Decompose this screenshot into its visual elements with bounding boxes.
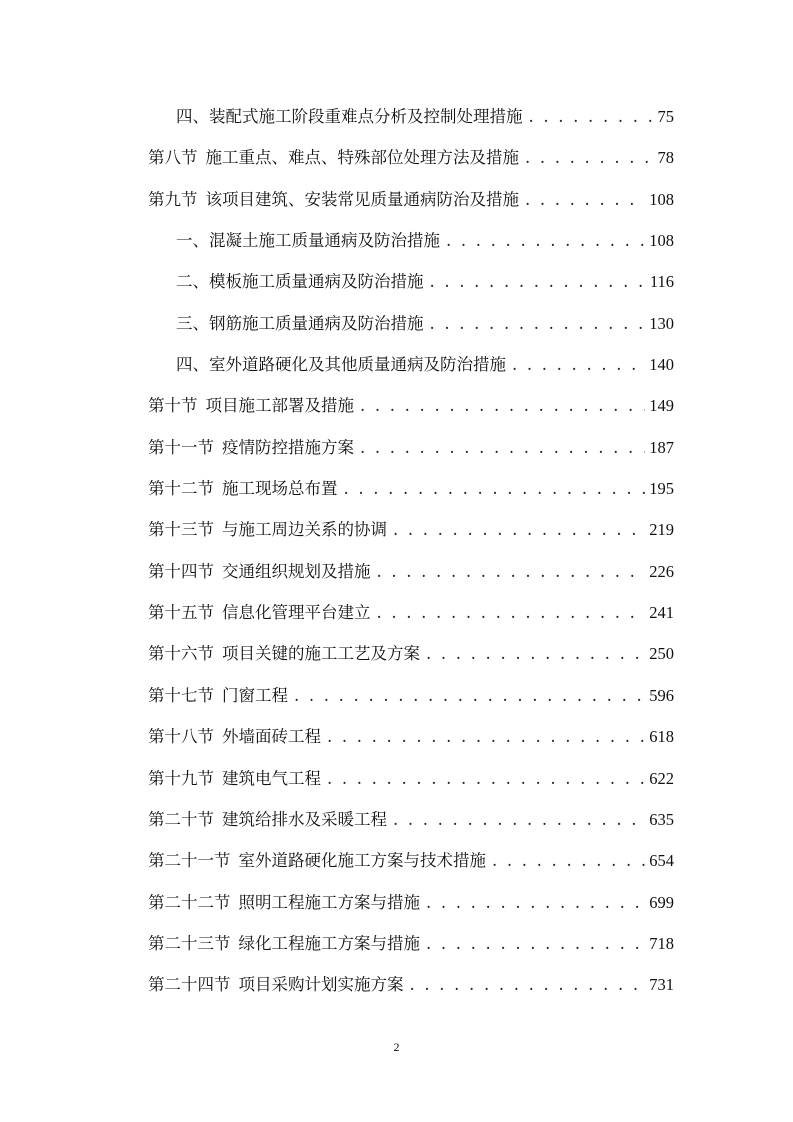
toc-section-title: 与施工周边关系的协调: [222, 520, 387, 540]
toc-entry[interactable]: [148, 882, 674, 923]
dot-leader: [410, 964, 646, 1005]
toc-entry[interactable]: [148, 633, 674, 674]
toc-entry[interactable]: [148, 137, 674, 178]
toc-entry[interactable]: [148, 261, 674, 302]
dot-leader: [525, 179, 645, 220]
toc-entry[interactable]: [148, 799, 674, 840]
toc-entry[interactable]: [148, 96, 674, 137]
dot-leader: [393, 509, 645, 550]
dot-leader: [327, 758, 645, 799]
toc-entry-title: [148, 675, 288, 716]
toc-page-number: 149: [649, 396, 674, 416]
toc-section-number: 第十一节: [148, 437, 214, 457]
toc-section-title: 室外道路硬化施工方案与技术措施: [238, 851, 486, 871]
toc-page-number: 618: [649, 727, 674, 747]
toc-section-title: 项目关键的施工工艺及方案: [222, 644, 420, 664]
toc-entry[interactable]: [148, 716, 674, 757]
toc-page-number: 635: [649, 809, 674, 829]
toc-section-title: 绿化工程施工方案与措施: [238, 933, 420, 953]
toc-page-number: 699: [649, 892, 674, 912]
dot-leader: [426, 633, 645, 674]
toc-entry-title: [148, 716, 321, 757]
toc-page-number: 219: [649, 520, 674, 540]
toc-page-number: 718: [649, 933, 674, 953]
toc-section-title: 外墙面砖工程: [222, 727, 321, 747]
toc-section-title: 四、装配式施工阶段重难点分析及控制处理措施: [176, 107, 523, 126]
dot-leader: [360, 427, 645, 468]
dot-leader: [393, 799, 645, 840]
dot-leader: [446, 220, 645, 261]
toc-entry[interactable]: [148, 509, 674, 550]
dot-leader: [529, 96, 654, 137]
toc-page-number: 130: [649, 313, 674, 333]
toc-page-number: 108: [649, 189, 674, 209]
toc-entry-title: [148, 592, 371, 633]
toc-entry[interactable]: [148, 964, 674, 1005]
toc-page-number: 108: [649, 231, 674, 251]
toc-entry[interactable]: [148, 220, 674, 261]
toc-entry[interactable]: [148, 840, 674, 881]
toc-page-number: 195: [649, 479, 674, 499]
toc-section-number: 第二十三节: [148, 933, 231, 953]
toc-entry-title: [148, 882, 420, 923]
toc-page-number: 140: [649, 355, 674, 375]
page-number: 2: [393, 1040, 400, 1054]
toc-entry[interactable]: [148, 468, 674, 509]
toc-entry-title: [148, 179, 519, 220]
toc-section-number: 第八节: [148, 148, 198, 168]
dot-leader: [377, 551, 646, 592]
dot-leader: [426, 882, 645, 923]
dot-leader: [360, 385, 645, 426]
toc-section-number: 第十三节: [148, 520, 214, 540]
toc-page-number: 226: [649, 561, 674, 581]
toc-entry[interactable]: [148, 344, 674, 385]
dot-leader: [430, 261, 646, 302]
toc-section-number: 第十七节: [148, 685, 214, 705]
toc-section-title: 三、钢筋施工质量通病及防治措施: [176, 313, 424, 333]
toc-entry-title: [148, 840, 486, 881]
toc-entry-title: [176, 344, 506, 385]
dot-leader: [377, 592, 646, 633]
toc-section-number: 第十九节: [148, 768, 214, 788]
toc-section-title: 项目采购计划实施方案: [238, 975, 404, 995]
toc-section-title: 二、模板施工质量通病及防治措施: [176, 272, 424, 292]
toc-entry[interactable]: [148, 427, 674, 468]
toc-entry-title: [148, 509, 387, 550]
toc-section-title: 疫情防控措施方案: [222, 437, 354, 457]
toc-section-title: 照明工程施工方案与措施: [238, 892, 420, 912]
toc-entry-title: [176, 96, 523, 137]
toc-page-number: 116: [649, 272, 674, 292]
toc-page-number: 187: [649, 437, 674, 457]
toc-section-title: 该项目建筑、安装常见质量通病防治及措施: [205, 189, 519, 209]
toc-section-title: 门窗工程: [222, 685, 288, 705]
toc-entry-title: [148, 551, 371, 592]
toc-entry[interactable]: [148, 923, 674, 964]
toc-section-title: 一、混凝土施工质量通病及防治措施: [176, 231, 440, 251]
dot-leader: [344, 468, 646, 509]
toc-section-number: 第十二节: [148, 479, 214, 499]
toc-section-number: 第二十节: [148, 809, 214, 829]
toc-entry-title: [148, 137, 519, 178]
toc-entry-title: [148, 923, 420, 964]
toc-page-number: 241: [649, 603, 674, 623]
toc-page-number: 250: [649, 644, 674, 664]
dot-leader: [492, 840, 645, 881]
toc-section-number: 第十六节: [148, 644, 214, 664]
toc-page-number: 596: [649, 685, 674, 705]
dot-leader: [426, 923, 645, 964]
toc-entry-title: [148, 385, 354, 426]
toc-entry-title: [148, 468, 338, 509]
toc-entry-title: [148, 799, 387, 840]
dot-leader: [512, 344, 645, 385]
toc-entry-title: [148, 964, 404, 1005]
toc-section-number: 第十五节: [148, 603, 214, 623]
toc-entry[interactable]: [148, 592, 674, 633]
toc-section-number: 第二十一节: [148, 851, 231, 871]
toc-section-number: 第二十四节: [148, 975, 231, 995]
toc-section-title: 施工重点、难点、特殊部位处理方法及措施: [205, 148, 519, 168]
dot-leader: [430, 303, 646, 344]
toc-section-title: 建筑给排水及采暖工程: [222, 809, 387, 829]
toc-section-title: 建筑电气工程: [222, 768, 321, 788]
dot-leader: [294, 675, 645, 716]
toc-section-number: 第十四节: [148, 561, 214, 581]
toc-section-number: 第二十二节: [148, 892, 231, 912]
toc-entry[interactable]: [148, 551, 674, 592]
toc-section-number: 第十节: [148, 396, 198, 416]
dot-leader: [525, 137, 654, 178]
toc-entry-title: [148, 427, 354, 468]
toc-entry[interactable]: [148, 675, 674, 716]
toc-page-number: 622: [649, 768, 674, 788]
toc-page-number: 78: [657, 148, 674, 168]
toc-section-title: 四、室外道路硬化及其他质量通病及防治措施: [176, 355, 506, 375]
toc-page-number: 75: [657, 107, 674, 126]
toc-entry-title: [176, 303, 424, 344]
toc-entry[interactable]: [148, 385, 674, 426]
toc-section-number: 第十八节: [148, 727, 214, 747]
toc-section-title: 施工现场总布置: [222, 479, 338, 499]
toc-entry[interactable]: [148, 303, 674, 344]
dot-leader: [327, 716, 645, 757]
toc-section-number: 第九节: [148, 189, 198, 209]
toc-entry[interactable]: [148, 758, 674, 799]
toc-section-title: 项目施工部署及措施: [205, 396, 354, 416]
toc-entry-title: [176, 220, 440, 261]
toc-page-number: 731: [649, 975, 674, 995]
toc-section-title: 信息化管理平台建立: [222, 603, 371, 623]
toc-entry-title: [148, 633, 420, 674]
toc-entry[interactable]: [148, 179, 674, 220]
toc-entry-title: [176, 261, 424, 302]
toc-section-title: 交通组织规划及措施: [222, 561, 371, 581]
toc-entry-title: [148, 758, 321, 799]
table-of-contents: [148, 96, 674, 1006]
toc-page-number: 654: [649, 851, 674, 871]
